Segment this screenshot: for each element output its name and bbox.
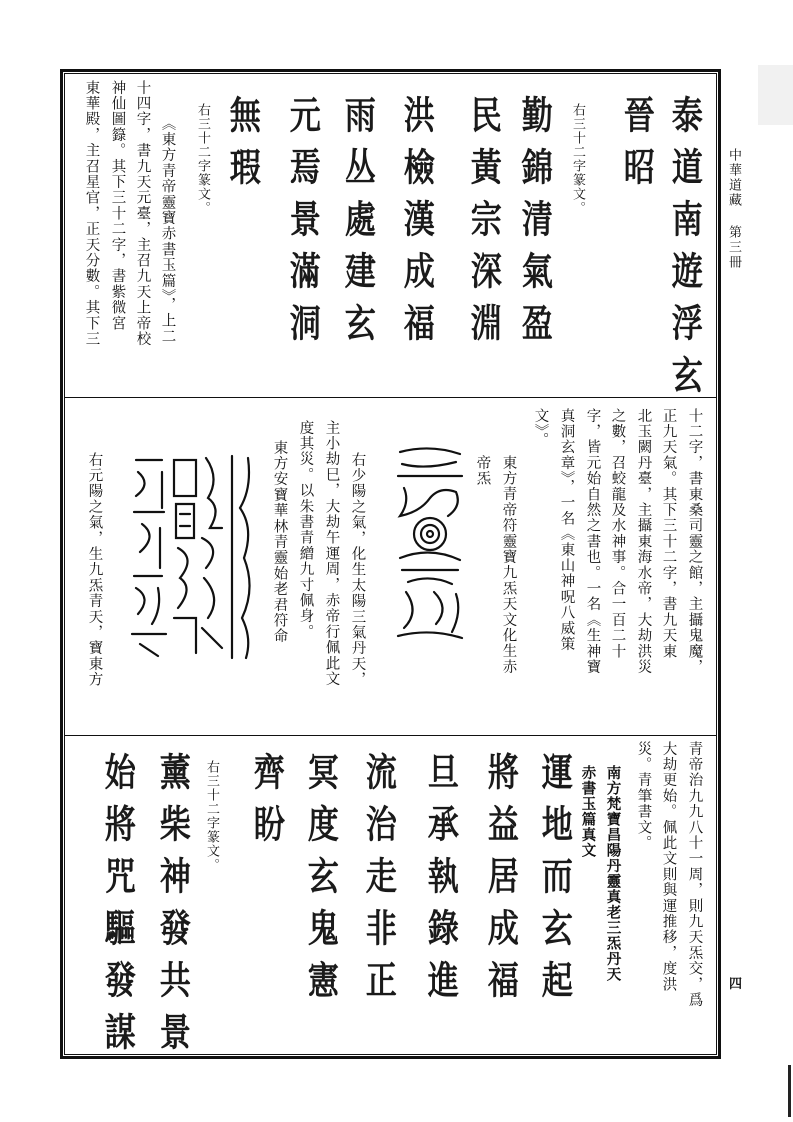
text-column: 之數，召蛟龍及水神事。合一百二十 xyxy=(609,408,626,660)
seal-column: 雨丛處建玄 xyxy=(339,95,377,355)
talisman-title: 帝炁 xyxy=(474,455,491,487)
seal-column: 元焉景滿洞 xyxy=(284,95,322,355)
section-title: 南方梵寶昌陽丹靈真老三炁丹天 xyxy=(604,765,621,982)
text-column: 東方安寶華林青靈始老君符命 xyxy=(271,440,288,645)
text-column: 東華殿，主召星官，正天分數。其下三 xyxy=(83,80,100,347)
seal-column: 晉昭 xyxy=(618,95,656,199)
caption: 右三十二字篆文。 xyxy=(195,103,210,215)
seal-column: 流治走非正 xyxy=(360,752,398,1012)
seal-column: 薰柴神發共景 xyxy=(154,752,192,1064)
seal-column: 始將咒驅發謀 xyxy=(99,752,137,1064)
talisman-image-1 xyxy=(390,442,470,642)
text-column: 真洞玄章》，一名《東山神呪八威策 xyxy=(558,408,575,652)
seal-column: 無瑕 xyxy=(224,95,262,199)
text-column: 正九天氣。其下三十二字，書九天東 xyxy=(660,408,677,660)
text-column: 右少陽之氣，化生太陽三氣丹天， xyxy=(349,452,366,688)
seal-column: 勤錦清氣盈 xyxy=(516,95,554,355)
text-column: 文》。 xyxy=(532,408,549,448)
text-column: 字，皆元始自然之書也。一名《生神寶 xyxy=(584,408,601,675)
seal-column: 泰道南遊浮玄 xyxy=(666,95,704,407)
section-divider-2 xyxy=(64,735,717,736)
caption: 右三十二字篆文。 xyxy=(570,103,585,215)
text-column: 度其災。以朱書青繒九寸佩身。 xyxy=(297,420,314,640)
margin-mark xyxy=(788,1065,791,1117)
book-title: 中華道藏 第三冊 xyxy=(726,148,741,270)
section-title: 赤書玉篇真文 xyxy=(579,765,596,858)
text-column: 十四字，書九天元臺，主召九天上帝校 xyxy=(134,80,151,347)
text-column: 右元陽之氣，生九炁青天，寶東方 xyxy=(86,452,103,688)
text-column: 大劫更始。佩此文則與運推移，度洪 xyxy=(660,741,677,993)
seal-column: 將益居成福 xyxy=(482,752,520,1012)
seal-column: 運地而玄起 xyxy=(536,752,574,1012)
seal-column: 民黃宗深淵 xyxy=(465,95,503,355)
seal-column: 旦承執錄進 xyxy=(422,752,460,1012)
caption: 右三十二字篆文。 xyxy=(204,760,219,872)
seal-column: 洪檢漢成福 xyxy=(398,95,436,355)
seal-column: 齊盼 xyxy=(248,752,286,856)
text-column: 十二字，書東桑司靈之館，主攝鬼魔， xyxy=(686,408,703,675)
talisman-title: 東方青帝符靈寶九炁天文化生赤 xyxy=(500,455,517,675)
talisman-image-2 xyxy=(122,448,262,668)
page-number: 四 xyxy=(729,977,743,992)
section-divider-1 xyxy=(64,397,717,398)
scan-shade xyxy=(758,65,793,125)
text-column: 災。青筆書文。 xyxy=(635,741,652,851)
text-column: 青帝治九九八十一周，則九天炁交，爲 xyxy=(686,741,703,1008)
text-column: 北玉闕丹臺，主攝東海水帝，大劫洪災 xyxy=(635,408,652,675)
text-column: 主小劫巳，大劫午運周，赤帝行佩此文 xyxy=(323,420,340,687)
text-column: 神仙圖籙。其下三十二字，書紫微宮 xyxy=(109,80,126,332)
text-column: 《東方青帝靈寶赤書玉篇》，上二 xyxy=(159,116,176,345)
seal-column: 冥度玄鬼憲 xyxy=(302,752,340,1012)
